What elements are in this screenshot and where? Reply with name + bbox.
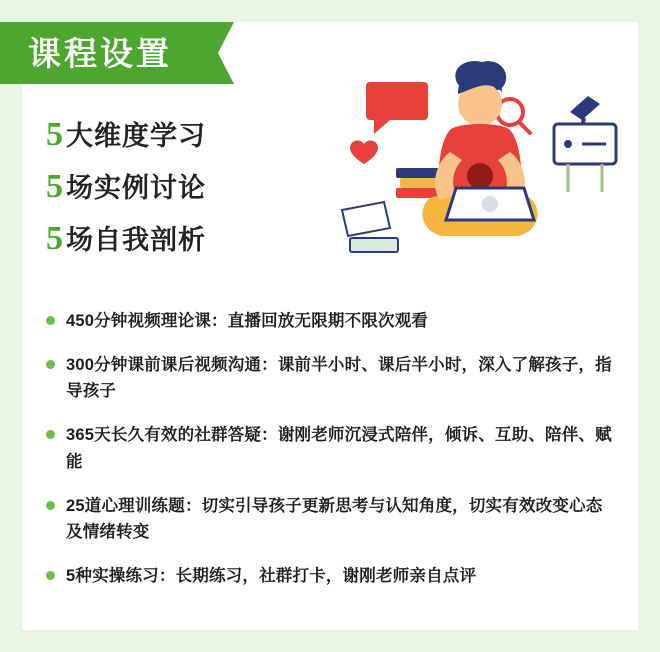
list-item-text: 300分钟课前课后视频沟通：课前半小时、课后半小时，深入了解孩子，指导孩子 [66,355,612,401]
headline-row [46,170,206,212]
speech-bubble-icon [366,82,428,134]
list-item-text: 5种实操练习：长期练习，社群打卡，谢刚老师亲自点评 [66,567,477,586]
list-item-text: 365天长久有效的社群答疑：谢刚老师沉浸式陪伴，倾诉、互助、陪伴、赋能 [66,426,612,471]
list-item-text: 450分钟视频理论课：直播回放无限期不限次观看 [66,312,429,330]
person-sitting-with-laptop-illustration [338,60,638,290]
course-feature-list [46,308,618,607]
bullet-dot-icon [46,501,55,510]
headline-number: 5 [46,168,63,205]
headline-number: 5 [46,220,63,257]
bullet-dot-icon [46,571,55,580]
person-figure [422,61,537,236]
headline-row [46,118,206,160]
notebook-icon [342,202,398,252]
headline-block [46,118,206,274]
headline-label: 大维度学习 [66,121,206,151]
bullet-dot-icon [46,430,55,439]
list-item [46,563,618,590]
headline-number: 5 [46,116,63,153]
headline-label: 场自我剖析 [66,225,206,255]
list-item [46,308,618,335]
headline-label: 场实例讨论 [66,173,206,203]
list-item [46,422,618,475]
bullet-dot-icon [46,316,55,325]
ribbon-tail-shape [218,22,234,84]
side-cabinet-icon [554,124,616,192]
list-item [46,352,618,405]
heart-icon [350,141,378,164]
list-item-text: 25道心理训练题：切实引导孩子更新思考与认知角度，切实有效改变心态及情绪转变 [66,496,603,542]
headline-row [46,222,206,264]
page-title: 课程设置 [28,34,172,72]
bullet-dot-icon [46,360,55,369]
list-item [46,493,618,546]
section-title-ribbon [0,22,218,84]
